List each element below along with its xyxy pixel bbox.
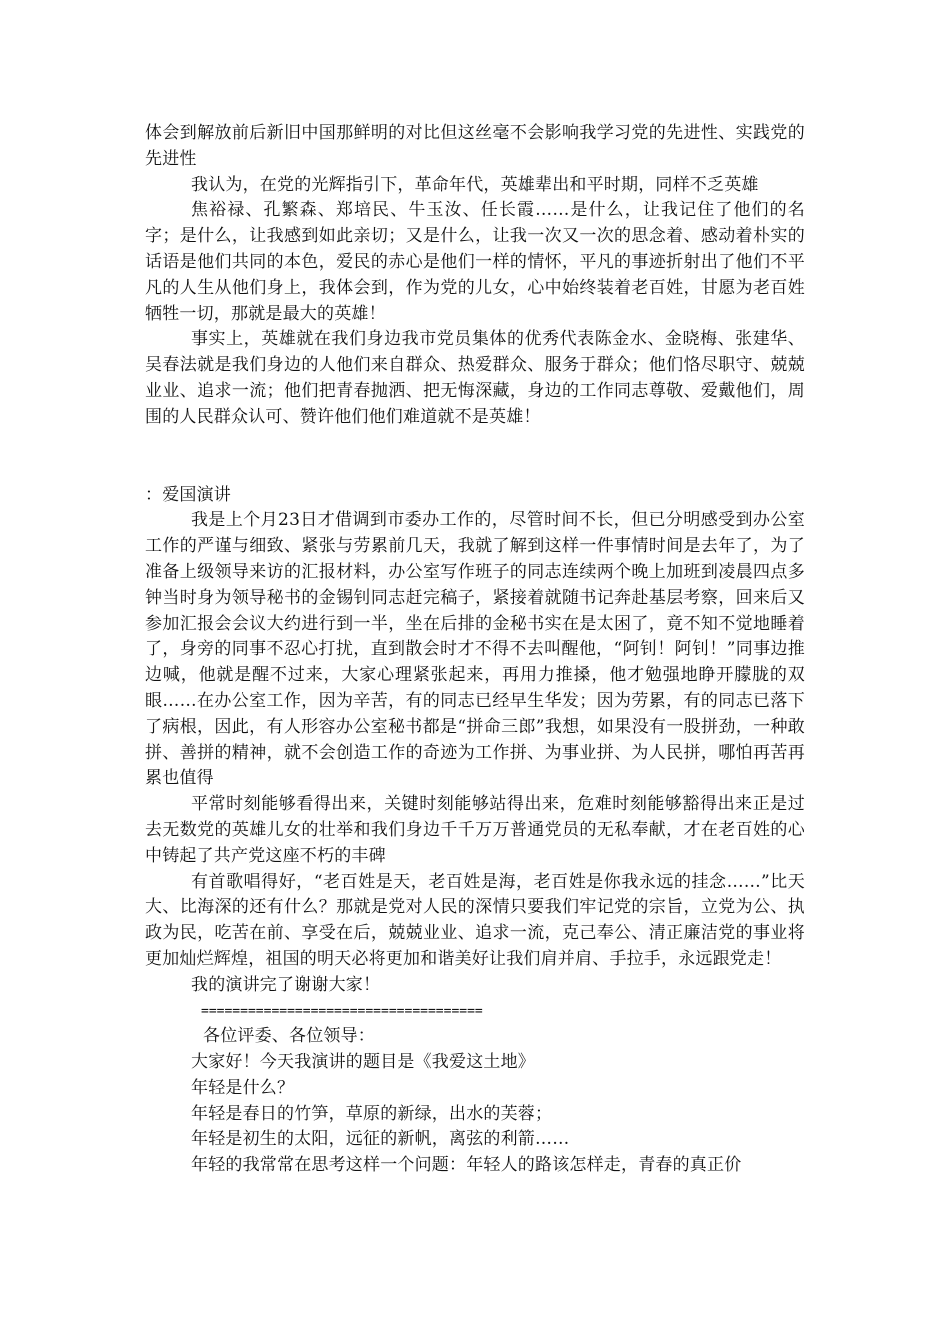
- speech-line: 年轻是春日的竹笋，草原的新绿，出水的芙蓉；: [191, 1103, 553, 1124]
- document-page: [145, 121, 805, 1179]
- paragraph: 事实上，英雄就在我们身边我市党员集体的优秀代表陈金水、金晓梅、张建华、吴春法就是我们身边的人他们来自群众、热爱群众、服务于群众；他们恪尽职守、兢兢业业、追求一流；他们把青春抛洒、把无悔深藏，身边的工作同志尊敬、爱戴他们，周围的人民群众认可、赞许他们他们难道就不是英雄！: [145, 329, 805, 427]
- paragraph: 我认为，在党的光辉指引下，革命年代，英雄辈出和平时期，同样不乏英雄: [191, 174, 759, 195]
- paragraph: 焦裕禄、孔繁森、郑培民、牛玉汝、任长霞……是什么，让我记住了他们的名字；是什么，让我感到如此亲切；又是什么，让我一次又一次的思念着、感动着朴实的话语是他们共同的本色，爱民的赤心是他们一样的情怀，平凡的事迹折射出了他们不平凡的人生从他们身上，我体会到，作为党的儿女，心中始终装着老百姓，甘愿为老百姓牺牲一切，那就是最大的英雄！: [145, 200, 805, 324]
- speech-line: 大家好！今天我演讲的题目是《我爱这土地》: [191, 1052, 535, 1073]
- separator-line: ====================================: [201, 1003, 483, 1019]
- section-gap: [145, 431, 805, 483]
- speech-line: 年轻的我常常在思考这样一个问题：年轻人的路该怎样走，青春的真正价: [191, 1155, 742, 1176]
- paragraph: 体会到解放前后新旧中国那鲜明的对比但这丝毫不会影响我学习党的先进性、实践党的先进性: [145, 123, 805, 169]
- greeting-line: 各位评委、各位领导：: [203, 1026, 375, 1047]
- paragraph: 平常时刻能够看得出来，关键时刻能够站得出来，危难时刻能够豁得出来正是过去无数党的英雄儿女的壮举和我们身边千千万万普通党员的无私奉献，才在老百姓的心中铸起了共产党这座不朽的丰碑: [145, 794, 805, 866]
- speech-line: 年轻是什么？: [191, 1077, 295, 1098]
- speech-line: 年轻是初生的太阳，远征的新帆，离弦的利箭……: [191, 1129, 570, 1150]
- section-heading: ：爱国演讲: [145, 484, 231, 505]
- paragraph: 我是上个月23日才借调到市委办工作的，尽管时间不长，但已分明感受到办公室工作的严谨与细致、紧张与劳累前几天，我就了解到这样一件事情时间是去年了，为了准备上级领导来访的汇报材料，办公室写作班子的同志连续两个晚上加班到凌晨四点多钟当时身为领导秘书的金锡钊同志赶完稿子，紧接着就随书记奔赴基层考察，回来后又参加汇报会会议大约进行到一半，坐在后排的金秘书实在是太困了，竟不知不觉地睡着了，身旁的同事不忍心打扰，直到散会时才不得不去叫醒他，“阿钊！阿钊！”同事边推边喊，他就是醒不过来，大家心理紧张起来，再用力推搡，他才勉强地睁开朦胧的双眼……在办公室工作，因为辛苦，有的同志已经早生华发；因为劳累，有的同志已落下了病根，因此，有人形容办公室秘书都是“拼命三郎”我想，如果没有一股拼劲，一种敢拼、善拼的精神，就不会创造工作的奇迹为工作拼、为事业拼、为人民拼，哪怕再苦再累也值得: [145, 510, 805, 789]
- paragraph: 有首歌唱得好，“老百姓是天，老百姓是海，老百姓是你我永远的挂念……”比天大、比海深的还有什么？那就是党对人民的深情只要我们牢记党的宗旨，立党为公、执政为民，吃苦在前、享受在后，兢兢业业、追求一流，克己奉公、清正廉洁党的事业将更加灿烂辉煌，祖国的明天必将更加和谐美好让我们肩并肩、手拉手，永远跟党走！: [145, 871, 805, 969]
- closing-line: 我的演讲完了谢谢大家！: [191, 974, 381, 995]
